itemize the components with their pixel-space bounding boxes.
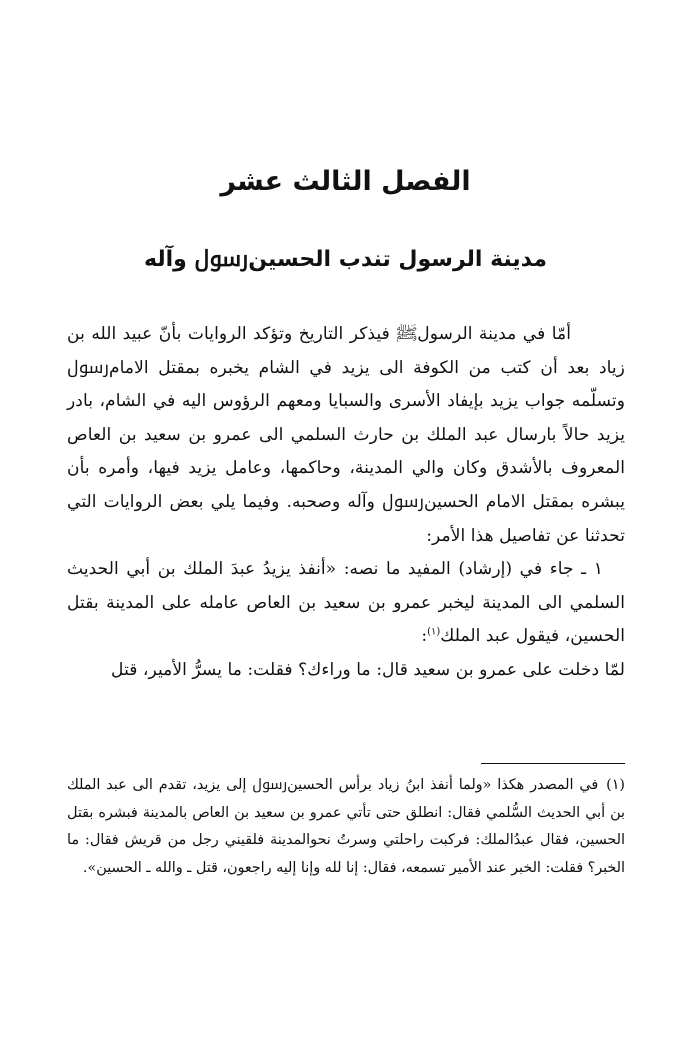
footnote-text: في المصدر هكذا «ولما أنفذ ابنُ زياد برأس الحسينﷶ إلى يزيد، تقدم الى عبد الملك بن أبي الحديث السُّلمي فقال: انطلق حتى تأتي عمرو بن سعيد بن العاص بالمدينة فبشره بقتل الحسين، فقال عبدُالملك: فركبت راحلتي وسرتُ نحوالمدينة فلقيني رجل من قريش فقال: ما الخبر؟ فقلت: الخبر عند الأمير تسمعه، فقال: إنا لله وإنا إليه راجعون، قتل ـ والله ـ الحسين».: [67, 777, 625, 876]
footnote-reference[interactable]: (١): [427, 626, 441, 638]
footnote: [67, 772, 625, 882]
footnote-separator: [481, 763, 625, 764]
footnote-number: (١): [606, 777, 625, 793]
paragraph-narration-text: ١ ـ جاء في (إرشاد) المفيد ما نصه: «أنفذ يزيدُ عبدَ الملك بن أبي الحديث السلمي الى المدينة ليخبر عمرو بن سعيد بن العاص عامله على المدينة بقتل الحسين، فيقول عبد الملك: [67, 559, 625, 647]
chapter-subtitle: مدينة الرسول تندب الحسينﷶ وآله: [144, 247, 547, 272]
paragraph-intro: أمّا في مدينة الرسولﷺ فيذكر التاريخ وتؤكد الروايات بأنّ عبيد الله بن زياد بعد أن كتب من الكوفة الى يزيد في الشام يخبره بمقتل الامامﷶ وتسلّمه جواب يزيد بإيفاد الأسرى والسبايا ومعهم الرؤوس اليه في الشام، بادر يزيد حالاً بارسال عبد الملك بن حارث السلمي الى عمرو بن سعيد بن العاص المعروف بالأشدق وكان والي المدينة، وحاكمها، وعامل يزيد فيها، وأمره بأن يبشره بمقتل الامام الحسينﷶ وآله وصحبه. وفيما يلي بعض الروايات التي تحدثنا عن تفاصيل هذا الأمر:: [67, 324, 625, 546]
paragraph-continuation: لمّا دخلت على عمرو بن سعيد قال: ما وراءك؟ فقلت: ما يسرُّ الأمير، قتل: [111, 659, 625, 680]
main-text: [67, 318, 625, 688]
paragraph-narration: ١ ـ جاء في (إرشاد) المفيد ما نصه: «أنفذ يزيدُ عبدَ الملك بن أبي الحديث السلمي الى المدينة ليخبر عمرو بن سعيد بن العاص عامله على المدينة بقتل الحسين، فيقول عبد الملك$^{(١)}$:: [67, 559, 625, 647]
chapter-title: الفصل الثالث عشر: [220, 166, 471, 197]
